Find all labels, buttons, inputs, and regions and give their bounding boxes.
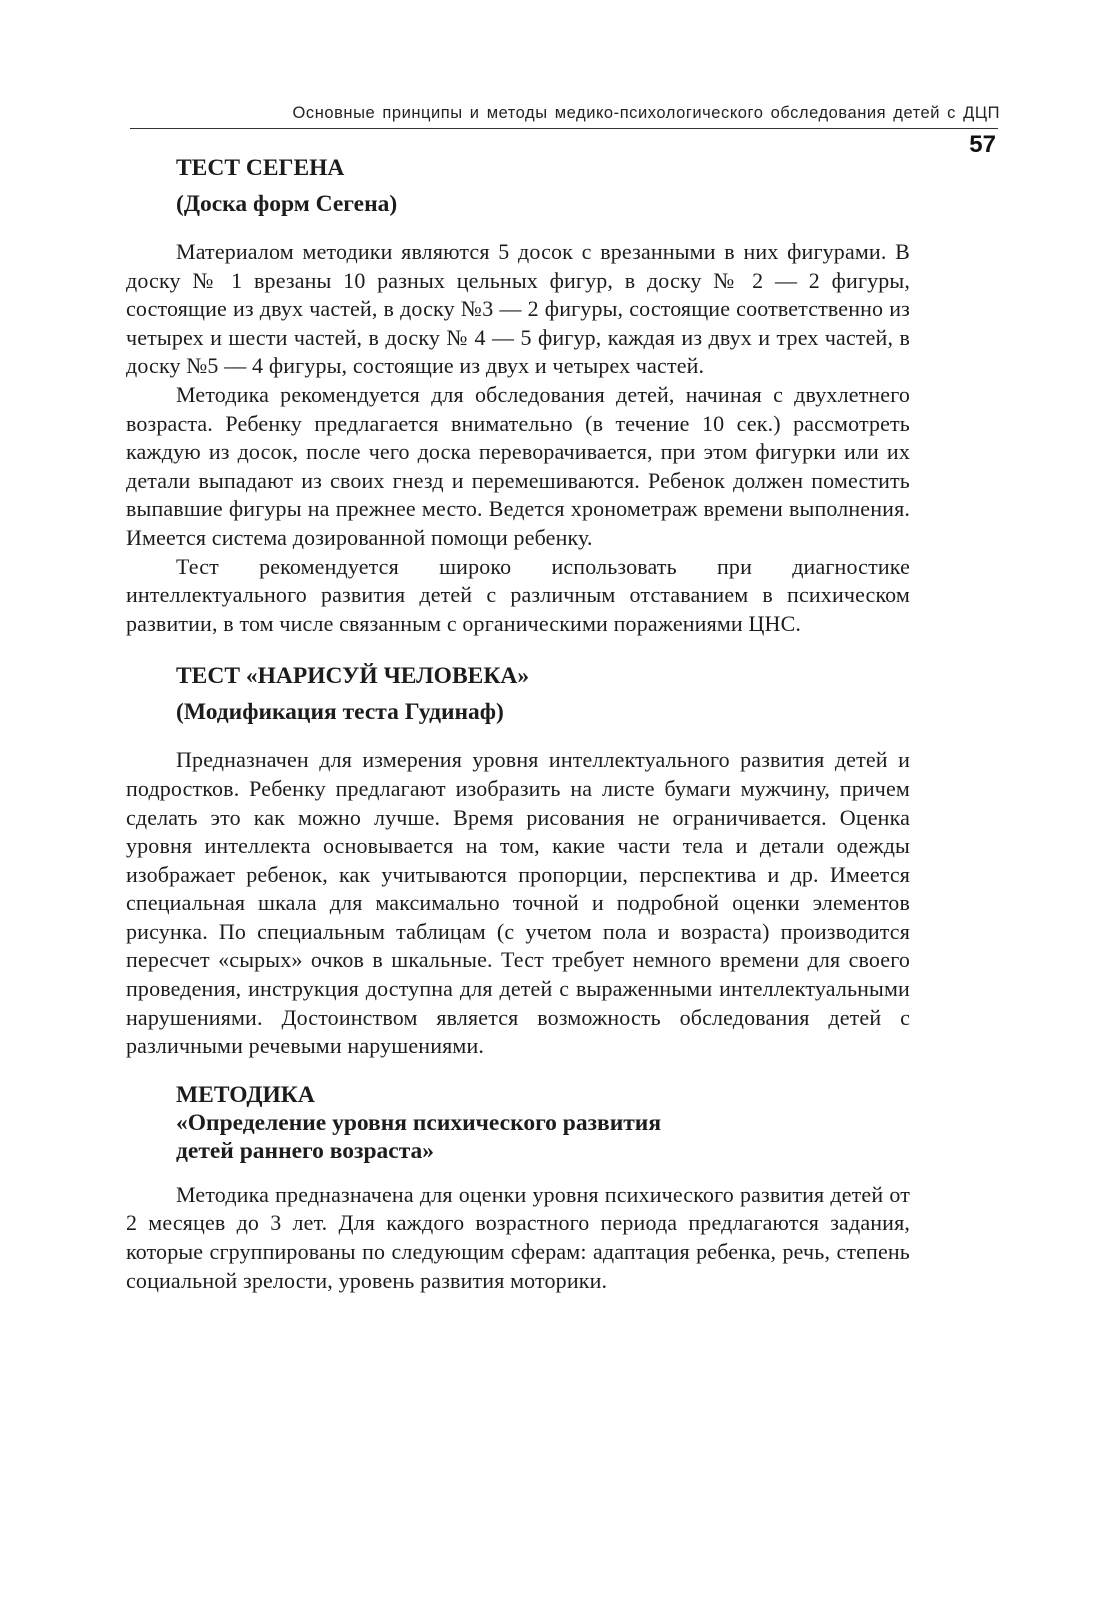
paragraph: Предназначен для измерения уровня интеллектуального развития детей и подростков. Ребенку предлагают изобразить на листе бумаги мужчину, причем сделать это как можно лучше. Время рисования не ограничивается. Оценка уровня интеллекта основывается на том, какие части тела и детали одежды изображает ребенок, как учитываются пропорции, перспектива и др. Имеется специальная шкала для максимально точной и подробной оценки элементов рисунка. По специальным таблицам (с учетом пола и возраста) производится пересчет «сырых» очков в шкальные. Тест требует немного времени для своего проведения, инструкция доступна для детей с выраженными интеллектуальными нарушениями. Достоинством является возможность обследования детей с различными речевыми нарушениями. xyxy=(126,747,910,1059)
paragraph: Методика предназначена для оценки уровня психического развития детей от 2 месяцев до 3 лет. Для каждого возрастного периода предлагаются задания, которые сгруппированы по следующим сферам: адаптация ребенка, речь, степень социальной зрелости, уровень развития моторики. xyxy=(126,1181,910,1293)
section-body xyxy=(126,746,910,1061)
section-body xyxy=(126,1181,910,1295)
section-draw-a-person-test xyxy=(126,658,910,1061)
page-content xyxy=(126,150,910,1315)
page-number: 57 xyxy=(969,131,996,158)
section-early-age-development-method xyxy=(126,1081,910,1295)
paragraph: Материалом методики являются 5 досок с врезанными в них фигурами. В доску № 1 врезаны 10 разных цельных фигур, в доску № 2 — 2 фигуры, состоящие из двух частей, в доску №3 — 2 фигуры, состоящие соответственно из четырех и шести частей, в доску № 4 — 5 фигур, каждая из двух и трех частей, в доску №5 — 4 фигуры, состоящие из двух и четырех частей. xyxy=(126,239,910,379)
section-subtitle: (Модификация теста Гудинаф) xyxy=(176,699,504,726)
paragraph: Методика рекомендуется для обследования детей, начиная с двухлетнего возраста. Ребенку предлагается внимательно (в течение 10 сек.) рассмотреть каждую из досок, после чего доска переворачивается, при этом фигурки или их детали выпадают из своих гнезд и перемешиваются. Ребенок должен поместить выпавшие фигуры на прежнее место. Ведется хронометраж времени выполнения. Имеется система дозированной помощи ребенку. xyxy=(126,381,910,550)
section-subtitle-line: детей раннего возраста» xyxy=(176,1137,435,1164)
section-body xyxy=(126,238,910,638)
paragraph: Тест рекомендуется широко использовать при диагностике интеллектуального развития детей с различным отставанием в психическом развитии, в том числе связанным с органическими поражениями ЦНС. xyxy=(126,553,910,636)
section-title: ТЕСТ «НАРИСУЙ ЧЕЛОВЕКА» xyxy=(176,663,530,690)
section-title: МЕТОДИКА xyxy=(176,1081,315,1108)
section-title: ТЕСТ СЕГЕНА xyxy=(176,155,345,181)
section-subtitle-line: «Определение уровня психического развития xyxy=(176,1109,662,1136)
section-segen-test xyxy=(126,150,910,638)
running-head: Основные принципы и методы медико-психологического обследования детей с ДЦП xyxy=(292,104,1000,122)
section-subtitle: (Доска форм Сегена) xyxy=(176,191,398,217)
header-rule xyxy=(130,128,998,129)
